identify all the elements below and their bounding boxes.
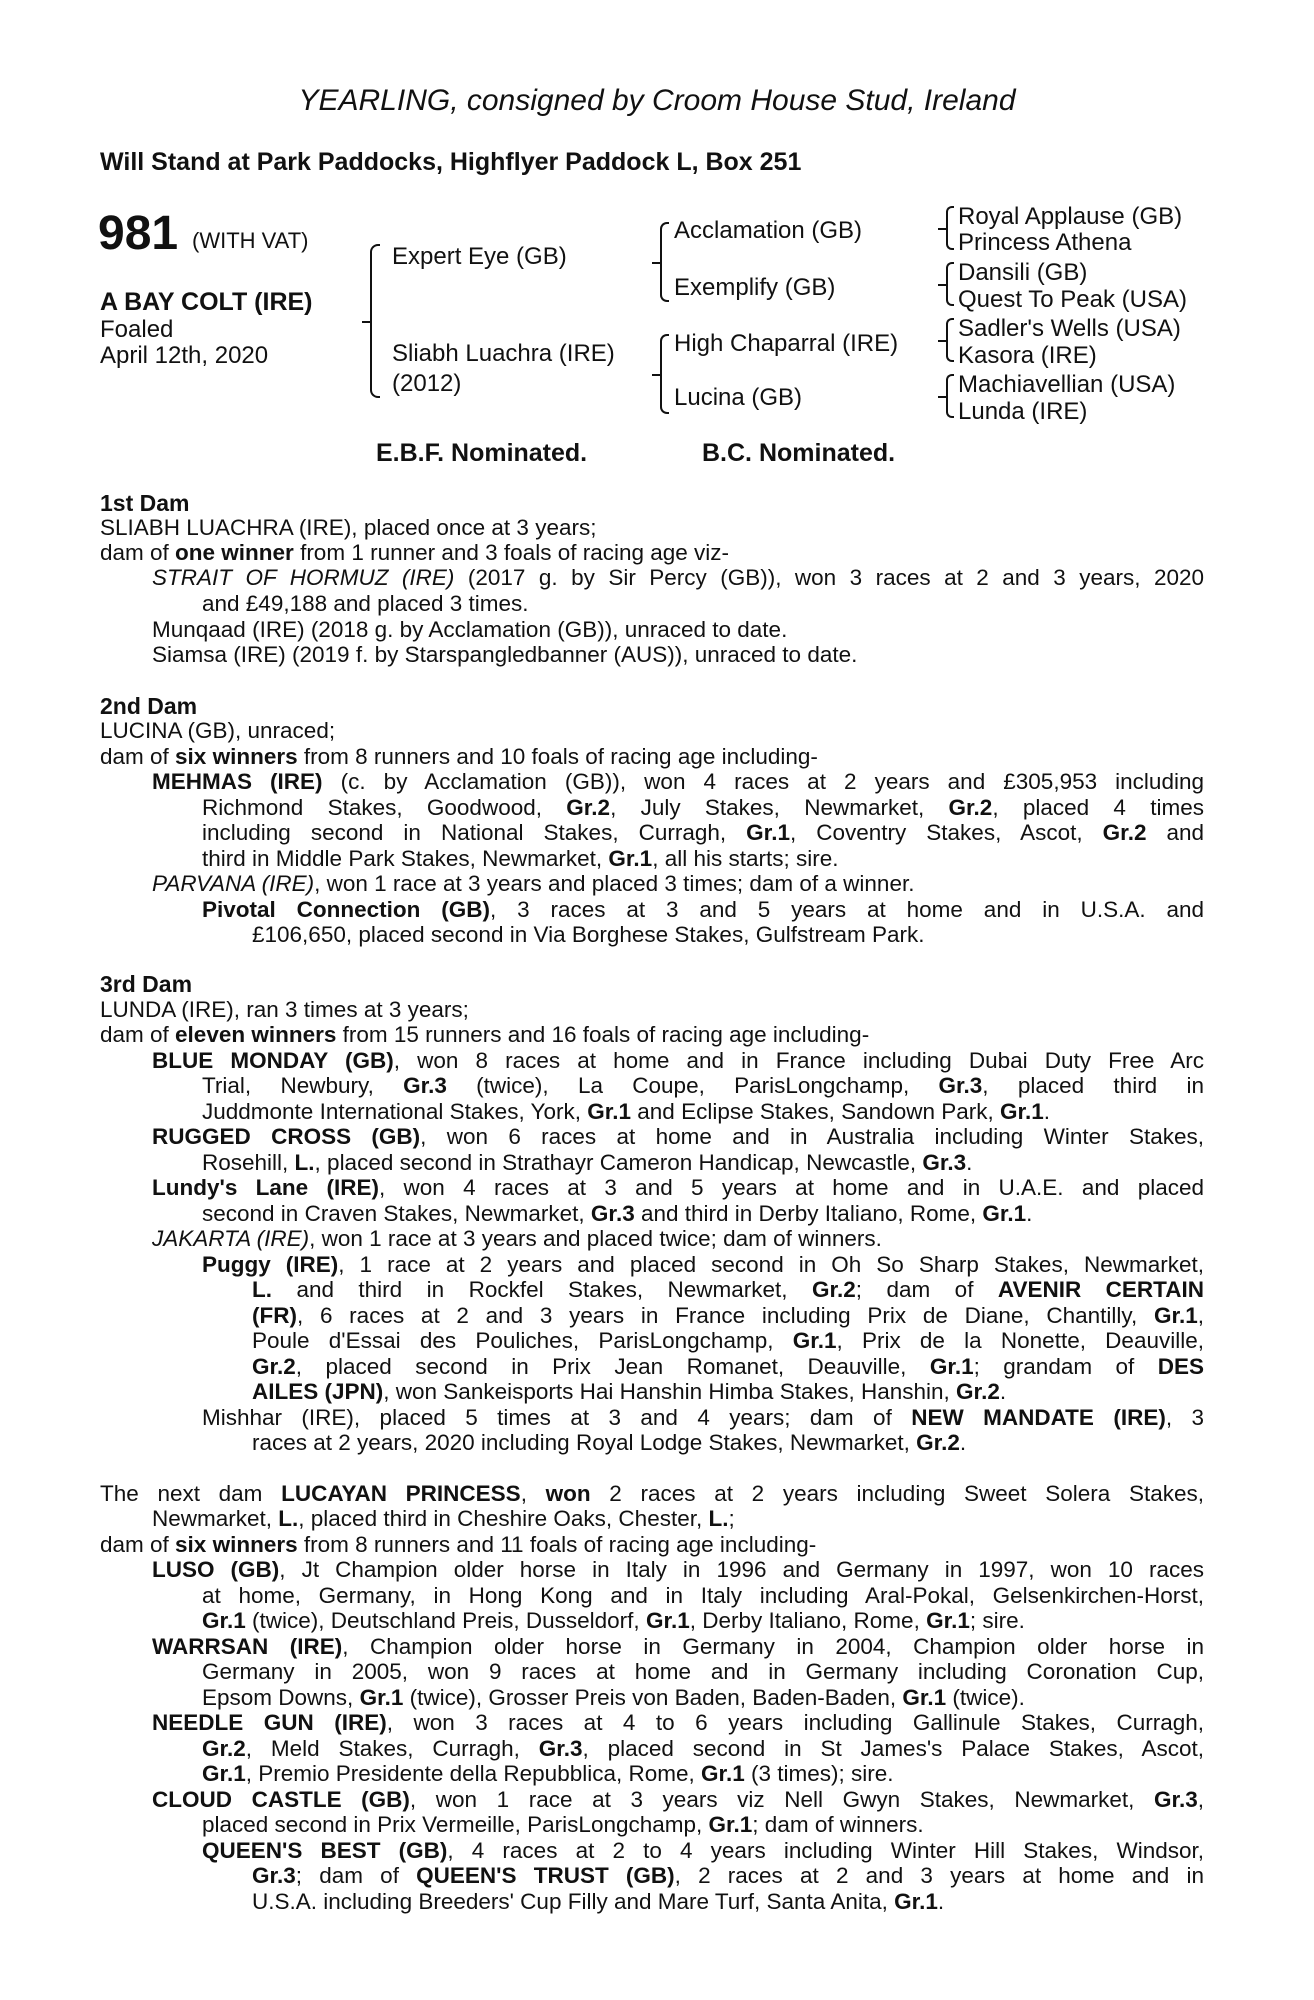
third-dam-line-1: LUNDA (IRE), ran 3 times at 3 years; bbox=[100, 997, 469, 1022]
mehmas-line-2: Richmond Stakes, Goodwood, Gr.2, July Stakes, Newmarket, Gr.2, placed 4 times bbox=[202, 795, 1204, 820]
mishhar-line-2: races at 2 years, 2020 including Royal Lodge Stakes, Newmarket, Gr.2. bbox=[252, 1430, 967, 1455]
pedigree-sire-dam: Exemplify (GB) bbox=[674, 274, 836, 301]
foaled-date: April 12th, 2020 bbox=[100, 342, 269, 369]
rugged-cross-line-2: Rosehill, L., placed second in Strathayr Cameron Handicap, Newcastle, Gr.3. bbox=[202, 1150, 973, 1175]
warrsan-line-3: Epsom Downs, Gr.1 (twice), Grosser Preis von Baden, Baden-Baden, Gr.1 (twice). bbox=[202, 1685, 1025, 1710]
mehmas-line-4: third in Middle Park Stakes, Newmarket, Gr.1, all his starts; sire. bbox=[202, 846, 839, 871]
blue-monday-line-1: BLUE MONDAY (GB), won 8 races at home and in France including Dubai Duty Free Arc bbox=[152, 1048, 1204, 1073]
jakarta-line: JAKARTA (IRE), won 1 race at 3 years and placed twice; dam of winners. bbox=[152, 1226, 882, 1251]
first-dam-progeny-2: Munqaad (IRE) (2018 g. by Acclamation (GB)), unraced to date. bbox=[152, 617, 788, 642]
queens-best-line-3: U.S.A. including Breeders' Cup Filly and Mare Turf, Santa Anita, Gr.1. bbox=[252, 1889, 945, 1914]
second-dam-heading: 2nd Dam bbox=[100, 693, 198, 719]
pedigree-dam-year: (2012) bbox=[392, 370, 462, 397]
vat-note: (WITH VAT) bbox=[192, 228, 309, 253]
horse-description: A BAY COLT (IRE) bbox=[100, 288, 313, 316]
pedigree-brace-main bbox=[370, 244, 380, 398]
first-dam-line-1: SLIABH LUACHRA (IRE), placed once at 3 years; bbox=[100, 515, 597, 540]
lot-number: 981 bbox=[98, 207, 179, 260]
pedigree-g3-3: Dansili (GB) bbox=[958, 259, 1088, 286]
luso-line-2: at home, Germany, in Hong Kong and in Italy including Aral-Pokal, Gelsenkirchen-Horst, bbox=[202, 1583, 1204, 1608]
lundys-lane-line-2: second in Craven Stakes, Newmarket, Gr.3 and third in Derby Italiano, Rome, Gr.1. bbox=[202, 1201, 1033, 1226]
pedigree-g3-5: Sadler's Wells (USA) bbox=[958, 315, 1181, 342]
puggy-line-2: L. and third in Rockfel Stakes, Newmarket, Gr.2; dam of AVENIR CERTAIN bbox=[252, 1277, 1205, 1302]
pedigree-dam: Sliabh Luachra (IRE) bbox=[392, 340, 615, 367]
queens-best-line-1: QUEEN'S BEST (GB), 4 races at 2 to 4 years including Winter Hill Stakes, Windsor, bbox=[202, 1838, 1204, 1863]
pedigree-brace-dam bbox=[660, 334, 669, 414]
needle-gun-line-3: Gr.1, Premio Presidente della Repubblica, Rome, Gr.1 (3 times); sire. bbox=[202, 1761, 894, 1786]
pedigree-sire-sire: Acclamation (GB) bbox=[674, 217, 863, 244]
pedigree-brace-sire bbox=[660, 222, 669, 302]
mehmas-line-3: including second in National Stakes, Curragh, Gr.1, Coventry Stakes, Ascot, Gr.2 and bbox=[202, 820, 1205, 845]
luso-line-1: LUSO (GB), Jt Champion older horse in Italy in 1996 and Germany in 1997, won 10 races bbox=[152, 1557, 1204, 1582]
pedigree-g3-2: Princess Athena bbox=[958, 229, 1132, 256]
next-dam-line-3: dam of six winners from 8 runners and 11 foals of racing age including- bbox=[100, 1532, 817, 1557]
first-dam-heading: 1st Dam bbox=[100, 490, 190, 516]
next-dam-line-2: Newmarket, L., placed third in Cheshire Oaks, Chester, L.; bbox=[152, 1506, 735, 1531]
lundys-lane-line-1: Lundy's Lane (IRE), won 4 races at 3 and 5 years at home and in U.A.E. and placed bbox=[152, 1175, 1204, 1200]
catalogue-title: YEARLING, consigned by Croom House Stud, Ireland bbox=[298, 84, 1016, 117]
pedigree-g3-7: Machiavellian (USA) bbox=[958, 371, 1176, 398]
warrsan-line-1: WARRSAN (IRE), Champion older horse in Germany in 2004, Champion older horse in bbox=[152, 1634, 1204, 1659]
next-dam-line-1: The next dam LUCAYAN PRINCESS, won 2 races at 2 years including Sweet Solera Stakes, bbox=[100, 1481, 1204, 1506]
first-dam-progeny-1-cont: and £49,188 and placed 3 times. bbox=[202, 591, 529, 616]
pivotal-connection-line-2: £106,650, placed second in Via Borghese Stakes, Gulfstream Park. bbox=[252, 922, 925, 947]
third-dam-line-2: dam of eleven winners from 15 runners and 16 foals of racing age including- bbox=[100, 1022, 870, 1047]
puggy-line-6: AILES (JPN), won Sankeisports Hai Hanshin Himba Stakes, Hanshin, Gr.2. bbox=[252, 1379, 1007, 1404]
pedigree-dam-sire: High Chaparral (IRE) bbox=[674, 330, 899, 357]
first-dam-line-2: dam of one winner from 1 runner and 3 foals of racing age viz- bbox=[100, 540, 730, 565]
first-dam-progeny-1: STRAIT OF HORMUZ (IRE) (2017 g. by Sir Percy (GB)), won 3 races at 2 and 3 years, 2020 bbox=[152, 565, 1205, 590]
pivotal-connection-line-1: Pivotal Connection (GB), 3 races at 3 and 5 years at home and in U.S.A. and bbox=[202, 897, 1205, 922]
mishhar-line-1: Mishhar (IRE), placed 5 times at 3 and 4 years; dam of NEW MANDATE (IRE), 3 bbox=[202, 1405, 1204, 1430]
stand-location: Will Stand at Park Paddocks, Highflyer Paddock L, Box 251 bbox=[100, 148, 802, 176]
blue-monday-line-2: Trial, Newbury, Gr.3 (twice), La Coupe, ParisLongchamp, Gr.3, placed third in bbox=[202, 1073, 1204, 1098]
first-dam-progeny-3: Siamsa (IRE) (2019 f. by Starspangledbanner (AUS)), unraced to date. bbox=[152, 642, 858, 667]
bc-nominated: B.C. Nominated. bbox=[702, 439, 896, 467]
pedigree-dam-dam: Lucina (GB) bbox=[674, 384, 803, 411]
pedigree-brace-g3-3 bbox=[946, 318, 954, 362]
foaled-label: Foaled bbox=[100, 316, 174, 343]
warrsan-line-2: Germany in 2005, won 9 races at home and in Germany including Coronation Cup, bbox=[202, 1659, 1204, 1684]
third-dam-heading: 3rd Dam bbox=[100, 971, 193, 997]
mehmas-line-1: MEHMAS (IRE) (c. by Acclamation (GB)), won 4 races at 2 years and £305,953 including bbox=[152, 769, 1204, 794]
second-dam-line-2: dam of six winners from 8 runners and 10 foals of racing age including- bbox=[100, 744, 818, 769]
pedigree-brace-g3-1 bbox=[946, 206, 954, 250]
cloud-castle-line-1: CLOUD CASTLE (GB), won 1 race at 3 years viz Nell Gwyn Stakes, Newmarket, Gr.3, bbox=[152, 1787, 1204, 1812]
pedigree-g3-6: Kasora (IRE) bbox=[958, 342, 1097, 369]
puggy-line-5: Gr.2, placed second in Prix Jean Romanet, Deauville, Gr.1; grandam of DES bbox=[252, 1354, 1204, 1379]
blue-monday-line-3: Juddmonte International Stakes, York, Gr.1 and Eclipse Stakes, Sandown Park, Gr.1. bbox=[202, 1099, 1051, 1124]
cloud-castle-line-2: placed second in Prix Vermeille, ParisLongchamp, Gr.1; dam of winners. bbox=[202, 1812, 924, 1837]
queens-best-line-2: Gr.3; dam of QUEEN'S TRUST (GB), 2 races at 2 and 3 years at home and in bbox=[252, 1863, 1204, 1888]
luso-line-3: Gr.1 (twice), Deutschland Preis, Dusseldorf, Gr.1, Derby Italiano, Rome, Gr.1; sire. bbox=[202, 1608, 1025, 1633]
ebf-nominated: E.B.F. Nominated. bbox=[376, 439, 588, 467]
rugged-cross-line-1: RUGGED CROSS (GB), won 6 races at home and in Australia including Winter Stakes, bbox=[152, 1124, 1205, 1149]
puggy-line-1: Puggy (IRE), 1 race at 2 years and placed second in Oh So Sharp Stakes, Newmarket, bbox=[202, 1252, 1204, 1277]
pedigree-g3-4: Quest To Peak (USA) bbox=[958, 286, 1187, 313]
needle-gun-line-1: NEEDLE GUN (IRE), won 3 races at 4 to 6 years including Gallinule Stakes, Curragh, bbox=[152, 1710, 1205, 1735]
pedigree-g3-8: Lunda (IRE) bbox=[958, 398, 1088, 425]
pedigree-g3-1: Royal Applause (GB) bbox=[958, 203, 1183, 230]
puggy-line-3: (FR), 6 races at 2 and 3 years in France including Prix de Diane, Chantilly, Gr.1, bbox=[252, 1303, 1204, 1328]
second-dam-line-1: LUCINA (GB), unraced; bbox=[100, 718, 336, 743]
needle-gun-line-2: Gr.2, Meld Stakes, Curragh, Gr.3, placed second in St James's Palace Stakes, Ascot, bbox=[202, 1736, 1204, 1761]
pedigree-sire: Expert Eye (GB) bbox=[392, 243, 567, 270]
pedigree-brace-g3-2 bbox=[946, 262, 954, 306]
puggy-line-4: Poule d'Essai des Pouliches, ParisLongchamp, Gr.1, Prix de la Nonette, Deauville, bbox=[252, 1328, 1204, 1353]
pedigree-brace-g3-4 bbox=[946, 374, 954, 418]
parvana-line: PARVANA (IRE), won 1 race at 3 years and placed 3 times; dam of a winner. bbox=[152, 871, 915, 896]
